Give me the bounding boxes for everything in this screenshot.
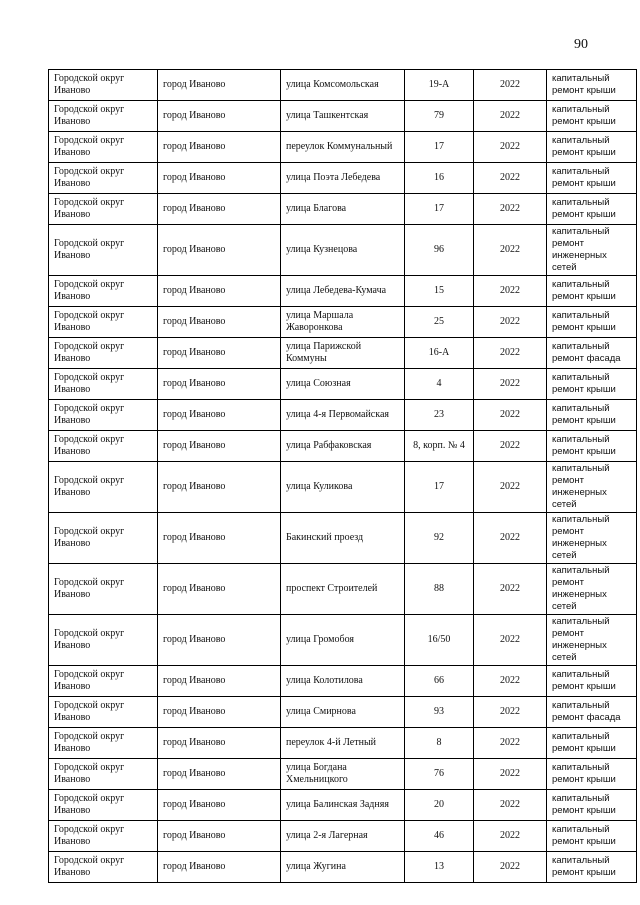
city-cell: город Иваново <box>158 615 281 666</box>
work-type-cell: капитальный ремонт крыши <box>547 821 637 852</box>
street-cell: переулок Коммунальный <box>281 132 405 163</box>
city-cell: город Иваново <box>158 194 281 225</box>
work-type-cell: капитальный ремонт крыши <box>547 728 637 759</box>
street-cell: улица Куликова <box>281 462 405 513</box>
city-cell: город Иваново <box>158 728 281 759</box>
work-type-cell: капитальный ремонт крыши <box>547 431 637 462</box>
district-cell: Городской округ Иваново <box>49 400 158 431</box>
district-cell: Городской округ Иваново <box>49 163 158 194</box>
work-type-cell: капитальный ремонт инженерных сетей <box>547 225 637 276</box>
house-cell: 16 <box>405 163 474 194</box>
district-cell: Городской округ Иваново <box>49 564 158 615</box>
house-cell: 8, корп. № 4 <box>405 431 474 462</box>
city-cell: город Иваново <box>158 821 281 852</box>
house-cell: 20 <box>405 790 474 821</box>
table-row <box>49 132 637 163</box>
registry-table <box>48 69 637 883</box>
house-cell: 19-А <box>405 70 474 101</box>
city-cell: город Иваново <box>158 400 281 431</box>
year-cell: 2022 <box>474 101 547 132</box>
table-row <box>49 728 637 759</box>
work-type-cell: капитальный ремонт инженерных сетей <box>547 615 637 666</box>
house-cell: 25 <box>405 307 474 338</box>
street-cell: Бакинский проезд <box>281 513 405 564</box>
district-cell: Городской округ Иваново <box>49 697 158 728</box>
table-row <box>49 369 637 400</box>
work-type-cell: капитальный ремонт крыши <box>547 276 637 307</box>
table-row <box>49 163 637 194</box>
table-row <box>49 431 637 462</box>
year-cell: 2022 <box>474 163 547 194</box>
street-cell: улица Смирнова <box>281 697 405 728</box>
district-cell: Городской округ Иваново <box>49 513 158 564</box>
district-cell: Городской округ Иваново <box>49 615 158 666</box>
year-cell: 2022 <box>474 852 547 883</box>
house-cell: 23 <box>405 400 474 431</box>
house-cell: 96 <box>405 225 474 276</box>
street-cell: улица 2-я Лагерная <box>281 821 405 852</box>
street-cell: улица Маршала Жаворонкова <box>281 307 405 338</box>
street-cell: улица Поэта Лебедева <box>281 163 405 194</box>
house-cell: 8 <box>405 728 474 759</box>
city-cell: город Иваново <box>158 369 281 400</box>
table-row <box>49 697 637 728</box>
table-row <box>49 70 637 101</box>
street-cell: улица Союзная <box>281 369 405 400</box>
work-type-cell: капитальный ремонт крыши <box>547 759 637 790</box>
year-cell: 2022 <box>474 369 547 400</box>
city-cell: город Иваново <box>158 276 281 307</box>
street-cell: улица Богдана Хмельницкого <box>281 759 405 790</box>
table-row <box>49 759 637 790</box>
house-cell: 17 <box>405 132 474 163</box>
year-cell: 2022 <box>474 728 547 759</box>
city-cell: город Иваново <box>158 462 281 513</box>
street-cell: улица 4-я Первомайская <box>281 400 405 431</box>
district-cell: Городской округ Иваново <box>49 728 158 759</box>
table-row <box>49 513 637 564</box>
table-row <box>49 564 637 615</box>
work-type-cell: капитальный ремонт инженерных сетей <box>547 513 637 564</box>
table-row <box>49 462 637 513</box>
house-cell: 79 <box>405 101 474 132</box>
district-cell: Городской округ Иваново <box>49 790 158 821</box>
table-row <box>49 101 637 132</box>
year-cell: 2022 <box>474 697 547 728</box>
table-row <box>49 338 637 369</box>
table-row <box>49 852 637 883</box>
city-cell: город Иваново <box>158 431 281 462</box>
city-cell: город Иваново <box>158 513 281 564</box>
table-row <box>49 666 637 697</box>
city-cell: город Иваново <box>158 697 281 728</box>
city-cell: город Иваново <box>158 790 281 821</box>
city-cell: город Иваново <box>158 666 281 697</box>
city-cell: город Иваново <box>158 338 281 369</box>
work-type-cell: капитальный ремонт крыши <box>547 194 637 225</box>
district-cell: Городской округ Иваново <box>49 338 158 369</box>
street-cell: улица Колотилова <box>281 666 405 697</box>
year-cell: 2022 <box>474 225 547 276</box>
house-cell: 17 <box>405 194 474 225</box>
year-cell: 2022 <box>474 194 547 225</box>
street-cell: улица Балинская Задняя <box>281 790 405 821</box>
street-cell: улица Ташкентская <box>281 101 405 132</box>
year-cell: 2022 <box>474 513 547 564</box>
street-cell: переулок 4-й Летный <box>281 728 405 759</box>
work-type-cell: капитальный ремонт крыши <box>547 790 637 821</box>
district-cell: Городской округ Иваново <box>49 307 158 338</box>
house-cell: 88 <box>405 564 474 615</box>
house-cell: 15 <box>405 276 474 307</box>
district-cell: Городской округ Иваново <box>49 132 158 163</box>
table-row <box>49 821 637 852</box>
work-type-cell: капитальный ремонт крыши <box>547 101 637 132</box>
district-cell: Городской округ Иваново <box>49 666 158 697</box>
year-cell: 2022 <box>474 564 547 615</box>
page-number: 90 <box>574 37 588 52</box>
district-cell: Городской округ Иваново <box>49 852 158 883</box>
year-cell: 2022 <box>474 821 547 852</box>
street-cell: улица Рабфаковская <box>281 431 405 462</box>
year-cell: 2022 <box>474 462 547 513</box>
house-cell: 93 <box>405 697 474 728</box>
table-row <box>49 400 637 431</box>
district-cell: Городской округ Иваново <box>49 276 158 307</box>
house-cell: 4 <box>405 369 474 400</box>
table-row <box>49 225 637 276</box>
house-cell: 92 <box>405 513 474 564</box>
house-cell: 16/50 <box>405 615 474 666</box>
city-cell: город Иваново <box>158 759 281 790</box>
work-type-cell: капитальный ремонт крыши <box>547 307 637 338</box>
work-type-cell: капитальный ремонт крыши <box>547 369 637 400</box>
street-cell: улица Кузнецова <box>281 225 405 276</box>
district-cell: Городской округ Иваново <box>49 70 158 101</box>
district-cell: Городской округ Иваново <box>49 821 158 852</box>
street-cell: улица Лебедева-Кумача <box>281 276 405 307</box>
work-type-cell: капитальный ремонт инженерных сетей <box>547 564 637 615</box>
year-cell: 2022 <box>474 790 547 821</box>
city-cell: город Иваново <box>158 852 281 883</box>
city-cell: город Иваново <box>158 225 281 276</box>
table-row <box>49 276 637 307</box>
year-cell: 2022 <box>474 615 547 666</box>
street-cell: улица Благова <box>281 194 405 225</box>
year-cell: 2022 <box>474 307 547 338</box>
year-cell: 2022 <box>474 338 547 369</box>
district-cell: Городской округ Иваново <box>49 462 158 513</box>
registry-table-body <box>49 70 637 883</box>
district-cell: Городской округ Иваново <box>49 759 158 790</box>
year-cell: 2022 <box>474 70 547 101</box>
district-cell: Городской округ Иваново <box>49 431 158 462</box>
table-row <box>49 615 637 666</box>
year-cell: 2022 <box>474 431 547 462</box>
street-cell: улица Комсомольская <box>281 70 405 101</box>
street-cell: улица Парижской Коммуны <box>281 338 405 369</box>
year-cell: 2022 <box>474 666 547 697</box>
house-cell: 13 <box>405 852 474 883</box>
district-cell: Городской округ Иваново <box>49 194 158 225</box>
street-cell: улица Жугина <box>281 852 405 883</box>
house-cell: 76 <box>405 759 474 790</box>
work-type-cell: капитальный ремонт фасада <box>547 338 637 369</box>
work-type-cell: капитальный ремонт крыши <box>547 666 637 697</box>
district-cell: Городской округ Иваново <box>49 101 158 132</box>
city-cell: город Иваново <box>158 132 281 163</box>
house-cell: 16-А <box>405 338 474 369</box>
city-cell: город Иваново <box>158 163 281 194</box>
city-cell: город Иваново <box>158 70 281 101</box>
city-cell: город Иваново <box>158 564 281 615</box>
street-cell: проспект Строителей <box>281 564 405 615</box>
city-cell: город Иваново <box>158 101 281 132</box>
work-type-cell: капитальный ремонт крыши <box>547 70 637 101</box>
table-row <box>49 307 637 338</box>
city-cell: город Иваново <box>158 307 281 338</box>
house-cell: 17 <box>405 462 474 513</box>
work-type-cell: капитальный ремонт крыши <box>547 132 637 163</box>
district-cell: Городской округ Иваново <box>49 369 158 400</box>
work-type-cell: капитальный ремонт инженерных сетей <box>547 462 637 513</box>
house-cell: 46 <box>405 821 474 852</box>
year-cell: 2022 <box>474 759 547 790</box>
district-cell: Городской округ Иваново <box>49 225 158 276</box>
year-cell: 2022 <box>474 400 547 431</box>
work-type-cell: капитальный ремонт крыши <box>547 400 637 431</box>
table-row <box>49 194 637 225</box>
year-cell: 2022 <box>474 132 547 163</box>
work-type-cell: капитальный ремонт крыши <box>547 852 637 883</box>
house-cell: 66 <box>405 666 474 697</box>
year-cell: 2022 <box>474 276 547 307</box>
street-cell: улица Громобоя <box>281 615 405 666</box>
work-type-cell: капитальный ремонт фасада <box>547 697 637 728</box>
work-type-cell: капитальный ремонт крыши <box>547 163 637 194</box>
table-row <box>49 790 637 821</box>
